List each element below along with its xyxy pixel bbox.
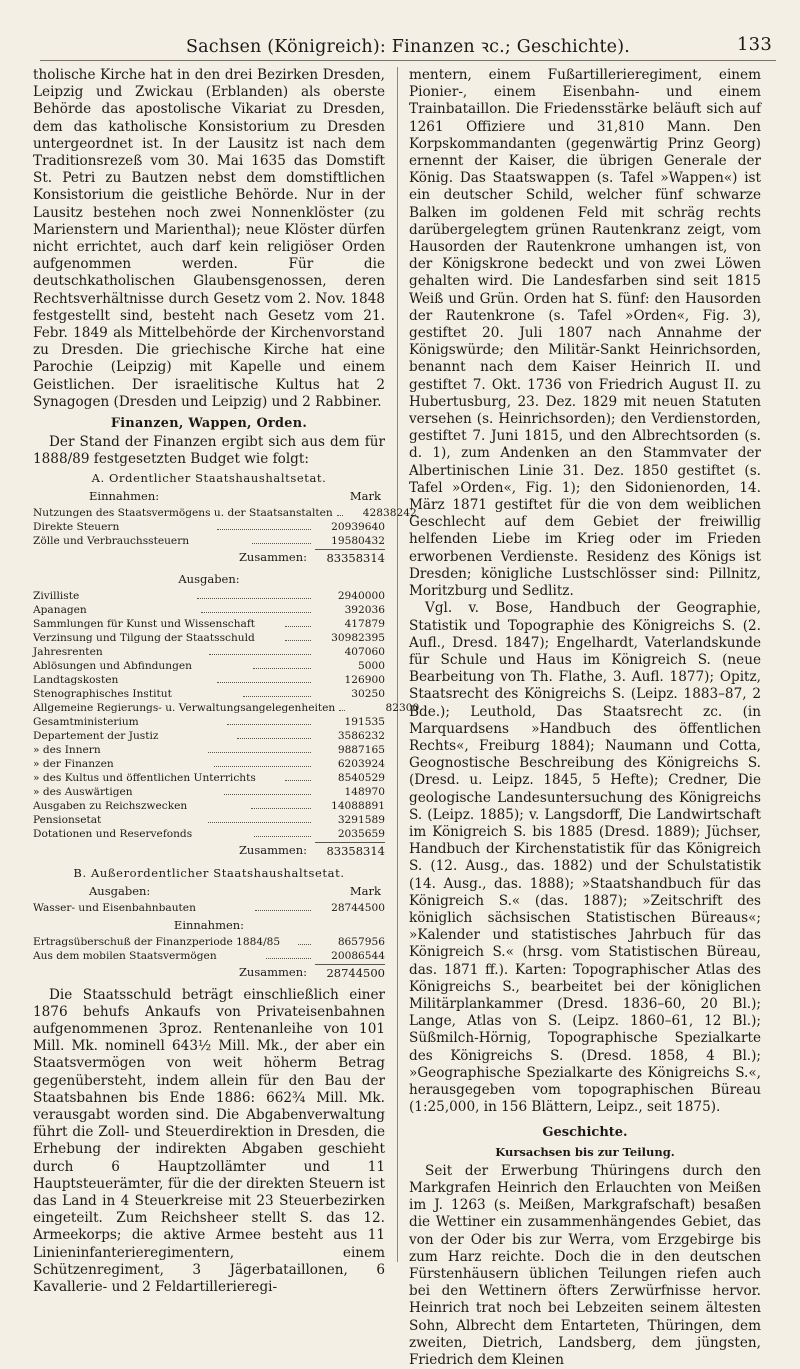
ausgaben-row-value: 9887165 [337,744,386,757]
leader-dots [217,529,311,530]
einnahmen-total-row [33,549,385,567]
ausgaben-row-label: Verzinsung und Tilgung der Staatsschuld [33,632,255,645]
ausgaben-row [33,631,385,645]
b-ausgaben-table [33,901,385,915]
header-title: Sachsen (Königreich): Finanzen ꝛc.; Geschichte). [185,37,631,57]
ausgaben-row-label: » des Innern [33,744,101,757]
leader-dots [298,944,311,945]
b-total-row [33,964,385,982]
leader-dots [224,794,311,795]
ausgaben-row-value: 3291589 [337,814,385,827]
mark-label-2: Mark [349,883,381,898]
paragraph-armee-wappen: mentern, einem Fußartillerieregiment, einem Pionier-, einem Eisenbahn- und einem Trainbataillon. Die Friedensstärke beläuft sich auf 1261 Offiziere und 31,810 Mann. Den Korpskommandanten (gegenwärtig Prinz Georg) ernennt der Kaiser, die übrigen Generale der König. Das Staatswappen (s. Tafel »Wappen«) ist ein deutscher Schild, welcher fünf schwarze Balken im goldenen Feld mit schräg rechts darübergelegtem grünen Rautenkranz zeigt, vom Hausorden der Rautenkrone umhangen ist, von der Königskrone bedeckt und von zwei Löwen gehalten wird. Die Landesfarben sind seit 1815 Weiß und Grün. Orden hat S. fünf: den Hausorden der Rautenkrone (s. Tafel »Orden«, Fig. 3), gestiftet 20. Juli 1807 nach Annahme der Königswürde; den Militär-Sankt Heinrichsorden, benannt nach dem Kaiser Heinrich II. und gestiftet 7. Okt. 1736 von Friedrich August II. zu Hubertusburg, 23. Dez. 1829 mit neuen Statuten versehen (s. Heinrichsorden); den Verdienstorden, gestiftet 7. Juni 1815, und den Albrechtsorden (s. d. 1), zum Andenken an den Stammvater der Albertinischen Linie 31. Dez. 1850 gestiftet (s. Tafel »Orden«, Fig. 1); den Sidonienorden, 14. März 1871 gestiftet für die von dem weiblichen Geschlecht auf dem Gebiet der freiwillig helfenden Liebe im Krieg oder im Frieden erworbenen Verdienste. Residenz des Königs ist Dresden; königliche Lustschlösser sind: Pillnitz, Moritzburg und Sedlitz. [409,67,761,600]
ausgaben-row [33,589,385,603]
paragraph-literatur: Vgl. v. Bose, Handbuch der Geographie, Statistik und Topographie des Königreichs S. (2. Aufl., Dresd. 1847); Engelhardt, Vaterlandskunde für Schule und Haus im Königreich S. (neue Bearbeitung von Th. Flathe, 3. Aufl. 1877); Opitz, Staatsrecht des Königreichs S. (Leipz. 1883–87, 2 Bde.); Leuthold, Das Staatsrecht zc. (in Marquardsens »Handbuch des öffentlichen Rechts«, Freiburg 1884); Naumann und Cotta, Geognostische Beschreibung des Königreichs S. (Dresd. u. Leipz. 1845, 5 Hefte); Credner, Die geologische Landesuntersuchung des Königreichs S. (Leipz. 1885); v. Langsdorff, Die Landwirtschaft im Königreich S. bis 1885 (Dresd. 1889); Jüchser, Handbuch der Kirchenstatistik für das Königreich S. (12. Ausg., das. 1882) und der Schulstatistik (14. Ausg., das. 1888); »Staatshandbuch für das Königreich S.« (das. 1887); »Zeitschrift des königlich sächsischen Statistischen Büreaus«; »Kalender und statistisches Jahrbuch für das Königreich S.« (hrsg. vom Statistischen Büreau, das. 1871 ff.). Karten: Topographischer Atlas des Königreichs S., bearbeitet bei der königlichen Militärplankammer (Dresd. 1836–60, 20 Bl.); Lange, Atlas von S. (Leipz. 1860–61, 12 Bl.); Süßmilch-Hörnig, Topographische Spezialkarte des Königreichs S. (Dresd. 1858, 4 Bl.); »Geographische Spezialkarte des Königreichs S.«, herausgegeben vom topographischen Büreau (1:25,000, in 156 Blättern, Leipz., seit 1875). [409,600,761,1116]
b-einnahmen-label: Einnahmen: [173,918,245,933]
ausgaben-row-label: Sammlungen für Kunst und Wissenschaft [33,618,256,631]
ausgaben-row-label: Zivilliste [33,590,80,603]
leader-dots [251,808,311,809]
ausgaben-total-row [33,842,385,860]
ausgaben-row-value: 3586232 [337,730,385,743]
b-einnahmen-row-value: 8657956 [337,936,385,949]
ausgaben-row-value: 82300 [385,702,420,715]
einnahmen-row [33,520,385,534]
einnahmen-label: Einnahmen: [89,488,160,503]
b-einnahmen-row [33,935,385,949]
ausgaben-row [33,645,385,659]
ausgaben-row [33,659,385,673]
ausgaben-row-value: 148970 [344,786,385,799]
einnahmen-row-value: 20939640 [331,521,386,534]
ausgaben-row-label: Landtagskosten [33,674,119,687]
ausgaben-row [33,617,385,631]
leader-dots [285,626,311,627]
leader-dots [337,515,343,516]
einnahmen-total: 83358314 [315,549,385,567]
leader-dots [214,766,311,767]
einnahmen-row-value: 42838242 [362,507,417,520]
ausgaben-row-label: Gesamtministerium [33,716,139,729]
einnahmen-row [33,534,385,548]
ausgaben-row [33,673,385,687]
paragraph-geschichte: Seit der Erwerbung Thüringens durch den Markgrafen Heinrich den Erlauchten von Meißen im J. 1263 (s. Meißen, Markgrafschaft) besaßen die Wettiner ein zusammenhängendes Gebiet, das von der Oder bis zur Werra, vom Erzgebirge bis zum Harz reichte. Doch die in den deutschen Fürstenhäusern üblichen Teilungen riefen auch bei den Wettinern öfters Zerwürfnisse hervor. Heinrich trat noch bei Lebzeiten seinem ältesten Sohn, Albrecht dem Entarteten, Thüringen, dem zweiten, Dietrich, Landsberg, dem jüngsten, Friedrich dem Kleinen [409,1162,761,1369]
mark-label: Mark [349,488,381,503]
leader-dots [254,836,311,837]
left-column [33,67,420,1296]
b-einnahmen-row-label: Aus dem mobilen Staatsvermögen [33,950,217,963]
section-heading-finanzen: Finanzen, Wappen, Orden. [110,416,308,432]
ausgaben-row-value: 30982395 [331,632,386,645]
leader-dots [285,640,311,641]
leader-dots [201,612,311,613]
ausgaben-row-value: 5000 [358,660,385,673]
ausgaben-row-label: Ablösungen und Abfindungen [33,660,192,673]
zusammen-label: Zusammen: [238,550,307,565]
b-einnahmen-row-label: Ertragsüberschuß der Finanzperiode 1884/85 [33,936,281,949]
einnahmen-row-value: 19580432 [331,535,386,548]
running-header [40,32,776,61]
leader-dots [253,668,311,669]
b-einnahmen-row [33,949,385,963]
ausgaben-row-label: Apanagen [33,604,87,617]
ausgaben-row-value: 2035659 [337,828,385,841]
b-einnahmen-row-value: 20086544 [331,950,386,963]
ausgaben-row [33,743,385,757]
ausgaben-row-value: 8540529 [337,772,386,785]
ausgaben-row-label: Departement der Justiz [33,730,159,743]
ausgaben-row [33,813,385,827]
column-divider [397,67,398,1262]
ausgaben-label: Ausgaben: [178,572,240,587]
right-column [409,67,761,1369]
ausgaben-row-value: 14088891 [331,800,385,813]
section-subheading-kursachsen: Kursachsen bis zur Teilung. [495,1144,675,1159]
ausgaben-row-value: 191535 [344,716,385,729]
paragraph-staatsschuld: Die Staatsschuld beträgt einschließlich einer 1876 behufs Ankaufs von Privateisenbahnen aufgenommenen 3proz. Rentenanleihe von 101 Mill. Mk. nominell 643½ Mill. Mk., der aber ein Staatsvermögen von weit höherm Betrag gegenübersteht, indem allein für den Bau der Staatsbahnen bis Ende 1886: 662¾ Mill. Mk. verausgabt worden sind. Die Abgabenverwaltung führt die Zoll- und Steuerdirektion in Dresden, die Erhebung der indirekten Abgaben geschieht durch 6 Hauptzollämter und 11 Hauptsteuerämter, für die der direkten Steuern ist das Land in 4 Steuerkreise mit 23 Steuerbezirken eingeteilt. Zum Reichsheer stellt S. das 12. Armeekorps; die aktive Armee besteht aus 11 Linieninfanterieregimentern, einem Schützenregiment, 3 Jägerbataillonen, 6 Kavallerie- und 2 Feldartillerieregi- [33,986,385,1295]
ausgaben-row-value: 30250 [351,688,385,701]
leader-dots [197,598,311,599]
b-ausgaben-label: Ausgaben: [89,883,151,898]
ausgaben-row-label: » der Finanzen [33,758,114,771]
einnahmen-header [33,488,385,505]
ausgaben-row-label: Pensionsetat [33,814,102,827]
ausgaben-row-value: 417879 [344,618,386,631]
ausgaben-row [33,757,385,771]
ausgaben-row-label: Jahresrenten [33,646,103,659]
leader-dots [227,724,311,725]
leader-dots [208,822,311,823]
leader-dots [243,696,311,697]
ausgaben-row-value: 2940000 [337,590,385,603]
ausgaben-row [33,729,385,743]
leader-dots [255,910,311,911]
ausgaben-row [33,603,385,617]
leader-dots [217,682,311,683]
page-number: 133 [737,34,772,55]
ausgaben-row [33,771,385,785]
ausgaben-row-label: Ausgaben zu Reichszwecken [33,800,188,813]
ausgaben-row-label: » des Kultus und öffentlichen Unterrichts [33,772,256,785]
budget-b-title: B. Außerordentlicher Staatshaushaltsetat. [73,865,345,880]
zusammen-label-3: Zusammen: [238,965,307,980]
ausgaben-row [33,687,385,701]
ausgaben-row-label: Stenographisches Institut [33,688,172,701]
ausgaben-row-value: 392036 [344,604,386,617]
b-ausgaben-row-value: 28744500 [331,902,385,915]
ausgaben-row-value: 126900 [344,674,385,687]
ausgaben-row-value: 407060 [344,646,386,659]
ausgaben-table [33,589,420,841]
b-einnahmen-table [33,935,385,963]
zusammen-label-2: Zusammen: [238,843,307,858]
einnahmen-row-label: Direkte Steuern [33,521,120,534]
ausgaben-row-value: 6203924 [337,758,385,771]
leader-dots [209,654,311,655]
leader-dots [208,752,311,753]
b-total: 28744500 [315,964,385,982]
ausgaben-total: 83358314 [315,842,385,860]
paragraph-church: tholische Kirche hat in den drei Bezirken Dresden, Leipzig und Zwickau (Erblanden) als oberste Behörde das apostolische Vikariat zu Dresden, dem das katholische Konsistorium zu Dresden untergeordnet ist. In der Lausitz ist nach dem Traditionsrezeß vom 30. Mai 1635 das Domstift St. Petri zu Bautzen nebst dem domstiftlichen Konsistorium die geistliche Behörde. Nur in der Lausitz bestehen noch zwei Nonnenklöster (zu Marienstern und Marienthal); neue Klöster dürfen nicht errichtet, auch darf kein religiöser Orden aufgenommen werden. Für die deutschkatholischen Glaubensgenossen, deren Rechtsverhältnisse durch Gesetz vom 2. Nov. 1848 festgestellt sind, besteht nach Gesetz vom 21. Febr. 1849 als Mittelbehörde der Kirchenvorstand zu Dresden. Die griechische Kirche hat eine Parochie (Leipzig) mit Kapelle und einem Geistlichen. Der israelitische Kultus hat 2 Synagogen (Dresden und Leipzig) und 2 Rabbiner. [33,67,385,410]
einnahmen-row-label: Zölle und Verbrauchssteuern [33,535,190,548]
leader-dots [266,958,311,959]
einnahmen-row-label: Nutzungen des Staatsvermögens u. der Staatsanstalten [33,507,333,520]
b-ausgaben-header [33,883,385,900]
ausgaben-row [33,715,385,729]
leader-dots [237,738,311,739]
ausgaben-row [33,799,385,813]
b-ausgaben-row-label: Wasser- und Eisenbahnbauten [33,902,196,915]
ausgaben-row [33,701,420,715]
section-heading-geschichte: Geschichte. [542,1125,628,1141]
b-ausgaben-row [33,901,385,915]
ausgaben-row [33,785,385,799]
ausgaben-row [33,827,385,841]
einnahmen-row [33,506,417,520]
ausgaben-row-label: » des Auswärtigen [33,786,133,799]
budget-a-title: A. Ordentlicher Staatshaushaltsetat. [91,470,327,485]
leader-dots [339,710,345,711]
einnahmen-table [33,506,417,548]
leader-dots [285,780,311,781]
paragraph-budget-intro: Der Stand der Finanzen ergibt sich aus dem für 1888/89 festgesetzten Budget wie folgt: [33,434,385,468]
leader-dots [252,543,311,544]
ausgaben-row-label: Dotationen und Reservefonds [33,828,193,841]
ausgaben-row-label: Allgemeine Regierungs- u. Verwaltungsangelegenheiten [33,702,336,715]
